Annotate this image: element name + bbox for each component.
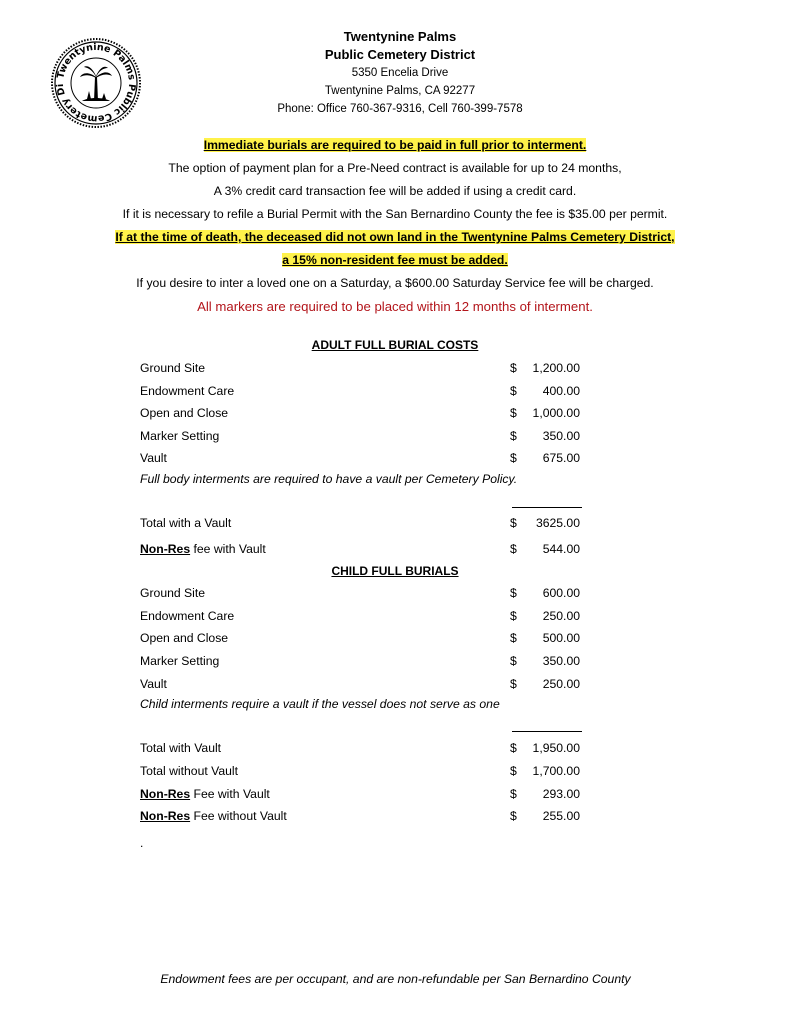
currency-sign: $ [510,677,517,691]
cemetery-seal-logo [50,37,142,129]
adult-row-ground-site [140,358,580,378]
row-label: Total with Vault [140,741,222,755]
row-label: Marker Setting [140,429,220,443]
row-amount: 255.00 [542,809,580,823]
row-amount: 250.00 [542,677,580,691]
row-amount: 1,200.00 [532,361,580,375]
address-line2: Twentynine Palms, CA 92277 [324,85,476,97]
row-amount: 350.00 [542,429,580,443]
currency-sign: $ [510,609,517,623]
stray-period: . [140,836,144,850]
currency-sign: $ [510,787,517,801]
row-amount: 293.00 [542,787,580,801]
child-costs-title: CHILD FULL BURIALS [331,564,459,578]
row-label: Endowment Care [140,609,235,623]
currency-sign: $ [510,809,517,823]
row-amount: 675.00 [542,451,580,465]
row-amount: 1,700.00 [532,764,580,778]
notice-burial-permit: If it is necessary to refile a Burial Permit with the San Bernardino County the fee is $35.00 per permit. [122,207,668,221]
currency-sign: $ [510,631,517,645]
child-row-total-without-vault [140,761,580,781]
phone-line: Phone: Office 760-367-9316, Cell 760-399-7578 [277,103,523,115]
notice-credit-card-fee: A 3% credit card transaction fee will be added if using a credit card. [213,184,577,198]
adult-row-vault [140,448,580,468]
row-amount: 544.00 [542,542,580,556]
currency-sign: $ [510,586,517,600]
row-amount: 1,950.00 [532,741,580,755]
adult-costs-title: ADULT FULL BURIAL COSTS [311,338,479,352]
row-label: Marker Setting [140,654,220,668]
payment-notices [60,134,730,318]
letterhead [150,28,650,118]
notice-saturday-fee: If you desire to inter a loved one on a Saturday, a $600.00 Saturday Service fee will be charged. [136,276,654,290]
nonres-suffix: Fee without Vault [190,809,287,823]
row-label: Ground Site [140,361,206,375]
org-name-line1: Twentynine Palms [343,29,457,44]
notice-immediate-burials: Immediate burials are required to be paid in full prior to interment. [203,138,587,152]
child-row-vault [140,674,580,694]
child-total-rule [512,731,582,732]
row-label: Total without Vault [140,764,239,778]
currency-sign: $ [510,429,517,443]
notice-markers: All markers are required to be placed within 12 months of interment. [197,299,593,314]
currency-sign: $ [510,451,517,465]
currency-sign: $ [510,384,517,398]
currency-sign: $ [510,516,517,530]
row-label [140,539,266,559]
row-amount: 1,000.00 [532,406,580,420]
child-row-nonres-without-vault [140,806,580,826]
row-label: Open and Close [140,406,229,420]
org-name-line2: Public Cemetery District [324,47,476,62]
row-label [140,784,270,804]
currency-sign: $ [510,406,517,420]
nonres-suffix: Fee with Vault [190,787,270,801]
adult-row-nonres-with-vault [140,539,580,559]
adult-row-endowment-care [140,381,580,401]
notice-payment-plan: The option of payment plan for a Pre-Need contract is available for up to 24 months, [168,161,622,175]
currency-sign: $ [510,654,517,668]
currency-sign: $ [510,361,517,375]
nonres-prefix: Non-Res [140,787,191,801]
child-row-ground-site [140,583,580,603]
row-amount: 350.00 [542,654,580,668]
row-amount: 600.00 [542,586,580,600]
row-label: Vault [140,451,167,465]
notice-nonresident-1: If at the time of death, the deceased did not own land in the Twentynine Palms Cemetery District, [115,230,675,244]
adult-row-marker-setting [140,426,580,446]
row-amount: 400.00 [542,384,580,398]
nonres-suffix: fee with Vault [190,542,266,556]
child-vault-policy-note: Child interments require a vault if the vessel does not serve as one [140,697,500,711]
child-row-endowment-care [140,606,580,626]
currency-sign: $ [510,764,517,778]
row-amount: 250.00 [542,609,580,623]
footer-endowment-note: Endowment fees are per occupant, and are non-refundable per San Bernardino County [160,972,631,986]
adult-vault-policy-note: Full body interments are required to have a vault per Cemetery Policy. [140,472,518,486]
row-label: Endowment Care [140,384,235,398]
row-label [140,806,287,826]
child-row-nonres-with-vault [140,784,580,804]
nonres-prefix: Non-Res [140,542,191,556]
row-amount: 3625.00 [535,516,580,530]
address-line1: 5350 Encelia Drive [351,67,449,79]
nonres-prefix: Non-Res [140,809,191,823]
row-label: Total with a Vault [140,516,232,530]
adult-row-total-with-vault [140,513,580,533]
row-label: Vault [140,677,167,691]
row-label: Open and Close [140,631,229,645]
adult-row-open-close [140,403,580,423]
currency-sign: $ [510,542,517,556]
child-row-open-close [140,628,580,648]
row-amount: 500.00 [542,631,580,645]
currency-sign: $ [510,741,517,755]
row-label: Ground Site [140,586,206,600]
adult-total-rule [512,507,582,508]
seal-graphic [50,37,142,129]
child-row-total-with-vault [140,738,580,758]
child-row-marker-setting [140,651,580,671]
svg-text:Twentynine Palms Public Cemete: Twentynine Palms Public Cemetery Di [54,41,138,125]
notice-nonresident-2: a 15% non-resident fee must be added. [282,253,508,267]
